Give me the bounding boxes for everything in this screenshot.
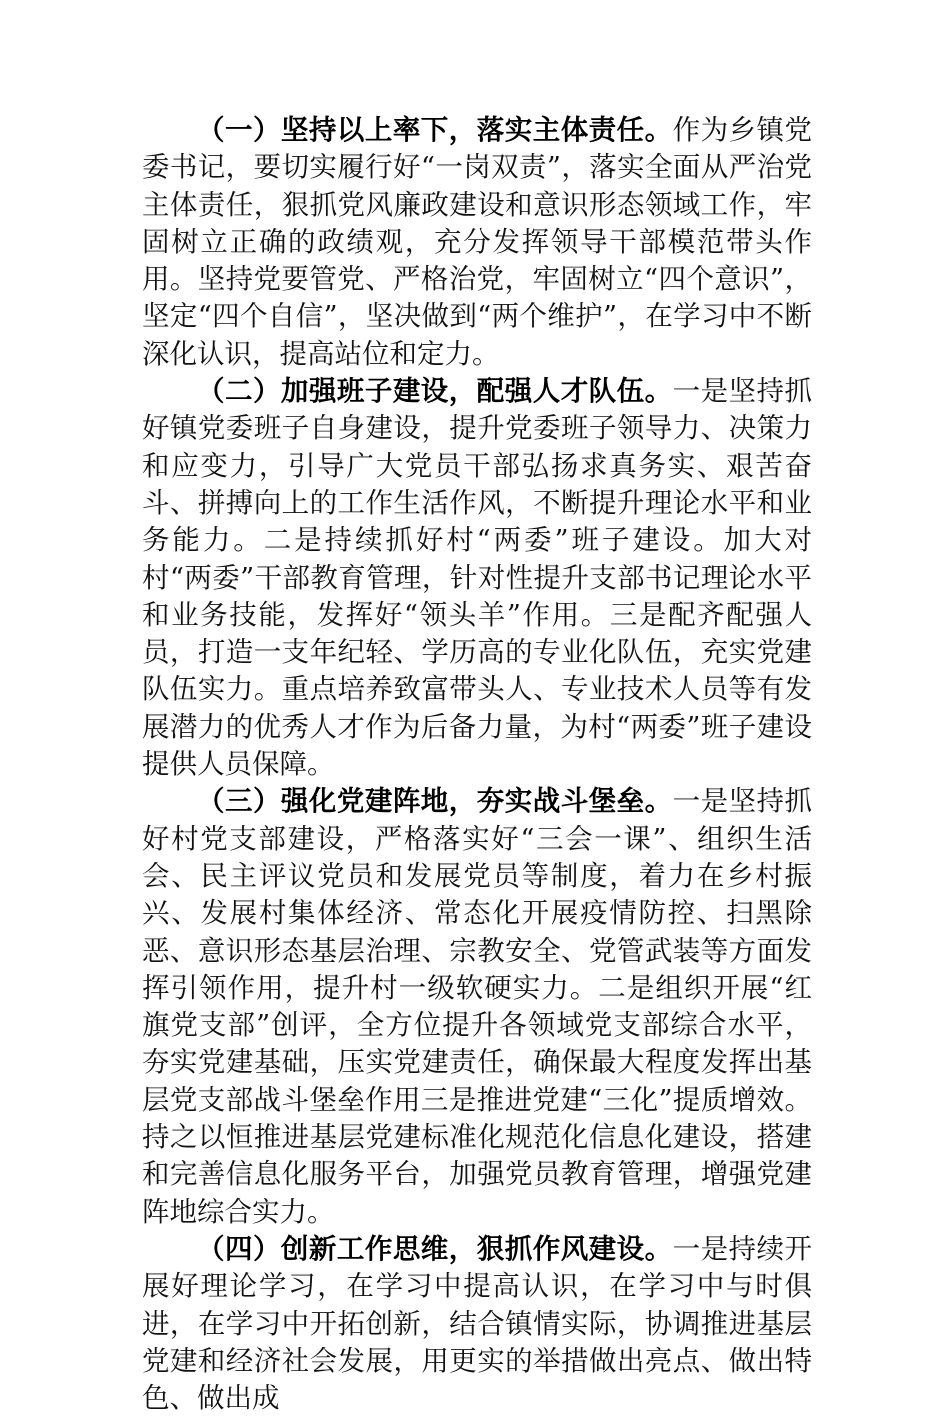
paragraph-text: 作为乡镇党委书记，要切实履行好“一岗双责”，落实全面从严治党主体责任，狠抓党风廉政建设和意识形态领域工作，牢固树立正确的政绩观，充分发挥领导干部模范带头作用。坚持党要管党、严格治党，牢固树立“四个意识”，坚定“四个自信”，坚决做到“两个维护”，在学习中不断深化认识，提高站位和定力。 [142, 114, 812, 370]
paragraph-heading: （三）强化党建阵地，夯实战斗堡垒。 [197, 785, 673, 818]
paragraph-text: 一是坚持抓好镇党委班子自身建设，提升党委班子领导力、决策力和应变力，引导广大党员干部弘扬求真务实、艰苦奋斗、拼搏向上的工作生活作风，不断提升理论水平和业务能力。二是持续抓好村“两委”班子建设。加大对村“两委”干部教育管理，针对性提升支部书记理论水平和业务技能，发挥好“领头羊”作用。三是配齐配强人员，打造一支年纪轻、学历高的专业化队伍，充实党建队伍实力。重点培养致富带头人、专业技术人员等有发展潜力的优秀人才作为后备力量，为村“两委”班子建设提供人员保障。 [142, 375, 812, 781]
paragraph-1 [142, 112, 812, 373]
paragraph-3 [142, 783, 812, 1231]
paragraph-text: 一是持续开展好理论学习，在学习中提高认识，在学习中与时俱进，在学习中开拓创新，结合镇情实际，协调推进基层党建和经济社会发展，用更实的举措做出亮点、做出特色、做出成 [142, 1232, 812, 1415]
paragraph-text: 一是坚持抓好村党支部建设，严格落实好“三会一课”、组织生活会、民主评议党员和发展党员等制度，着力在乡村振兴、发展村集体经济、常态化开展疫情防控、扫黑除恶、意识形态基层治理、宗教安全、党管武装等方面发挥引领作用，提升村一级软硬实力。二是组织开展“红旗党支部”创评，全方位提升各领域党支部综合水平，夯实党建基础，压实党建责任，确保最大程度发挥出基层党支部战斗堡垒作用三是推进党建“三化”提质增效。持之以恒推进基层党建标准化规范化信息化建设，搭建和完善信息化服务平台，加强党员教育管理，增强党建阵地综合实力。 [142, 785, 812, 1228]
paragraph-2 [142, 373, 812, 783]
paragraph-heading: （二）加强班子建设，配强人才队伍。 [197, 375, 673, 408]
paragraph-4 [142, 1231, 812, 1417]
paragraph-heading: （四）创新工作思维，狠抓作风建设。 [197, 1232, 673, 1265]
document-body [142, 112, 812, 1417]
paragraph-heading: （一）坚持以上率下，落实主体责任。 [197, 114, 673, 146]
